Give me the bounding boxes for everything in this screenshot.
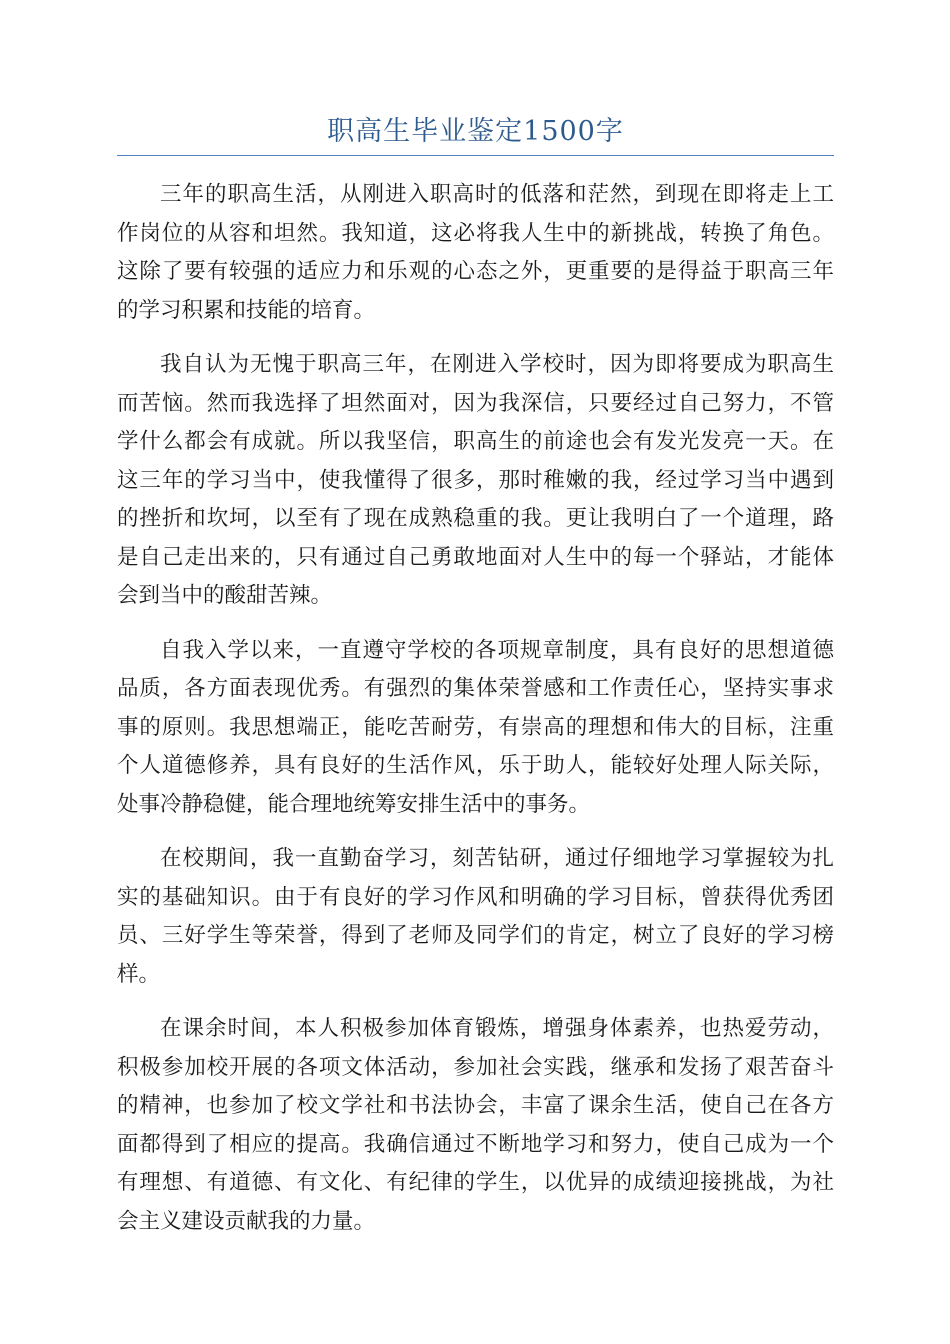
text-line: 我自认为无愧于职高三年，在刚进入学校时，因为即将要成为职高生 bbox=[160, 352, 834, 377]
text-line: 个人道德修养，具有良好的生活作风，乐于助人，能较好处理人际关际， bbox=[117, 753, 834, 778]
text-line: 品质，各方面表现优秀。有强烈的集体荣誉感和工作责任心，坚持实事求 bbox=[117, 676, 834, 701]
text-line: 会主义建设贡献我的力量。 bbox=[117, 1208, 376, 1234]
text-line: 在课余时间，本人积极参加体育锻炼，增强身体素养，也热爱劳动， bbox=[160, 1016, 834, 1041]
text-line: 而苦恼。然而我选择了坦然面对，因为我深信，只要经过自己努力，不管 bbox=[117, 390, 834, 416]
text-line: 作岗位的从容和坦然。我知道，这必将我人生中的新挑战，转换了角色。 bbox=[117, 220, 834, 246]
paragraph-1 bbox=[117, 176, 834, 330]
text-line: 会到当中的酸甜苦辣。 bbox=[117, 583, 333, 608]
paragraph-4 bbox=[117, 840, 834, 994]
text-line: 在校期间，我一直勤奋学习，刻苦钻研，通过仔细地学习掌握较为扎 bbox=[160, 846, 834, 871]
paragraph-3 bbox=[117, 632, 834, 825]
text-line: 处事冷静稳健，能合理地统筹安排生活中的事务。 bbox=[117, 791, 591, 817]
text-line: 这除了要有较强的适应力和乐观的心态之外，更重要的是得益于职高三年 bbox=[117, 259, 834, 284]
paragraph-2 bbox=[117, 346, 834, 616]
text-line: 实的基础知识。由于有良好的学习作风和明确的学习目标，曾获得优秀团 bbox=[117, 884, 834, 910]
text-line: 这三年的学习当中，使我懂得了很多，那时稚嫩的我，经过学习当中遇到 bbox=[117, 467, 834, 493]
text-line: 积极参加校开展的各项文体活动，参加社会实践，继承和发扬了艰苦奋斗 bbox=[117, 1054, 834, 1080]
text-line: 面都得到了相应的提高。我确信通过不断地学习和努力，使自己成为一个 bbox=[117, 1131, 834, 1157]
text-line: 三年的职高生活，从刚进入职高时的低落和茫然，到现在即将走上工 bbox=[160, 182, 834, 207]
paragraph-5 bbox=[117, 1010, 834, 1241]
document-title: 职高生毕业鉴定1500字 bbox=[117, 109, 834, 156]
text-line: 学什么都会有成就。所以我坚信，职高生的前途也会有发光发亮一天。在 bbox=[117, 429, 834, 454]
text-line: 自我入学以来，一直遵守学校的各项规章制度，具有良好的思想道德 bbox=[160, 637, 834, 663]
text-line: 事的原则。我思想端正，能吃苦耐劳，有崇高的理想和伟大的目标，注重 bbox=[117, 714, 834, 740]
text-line: 的挫折和坎坷，以至有了现在成熟稳重的我。更让我明白了一个道理，路 bbox=[117, 506, 834, 531]
document-body bbox=[117, 176, 834, 1257]
text-line: 员、三好学生等荣誉，得到了老师及同学们的肯定，树立了良好的学习榜 bbox=[117, 923, 834, 948]
text-line: 是自己走出来的，只有通过自己勇敢地面对人生中的每一个驿站，才能体 bbox=[117, 544, 834, 570]
text-line: 的精神，也参加了校文学社和书法协会，丰富了课余生活，使自己在各方 bbox=[117, 1093, 834, 1118]
text-line: 的学习积累和技能的培育。 bbox=[117, 297, 376, 323]
text-line: 样。 bbox=[117, 961, 161, 987]
text-line: 有理想、有道德、有文化、有纪律的学生，以优异的成绩迎接挑战，为社 bbox=[117, 1170, 834, 1195]
